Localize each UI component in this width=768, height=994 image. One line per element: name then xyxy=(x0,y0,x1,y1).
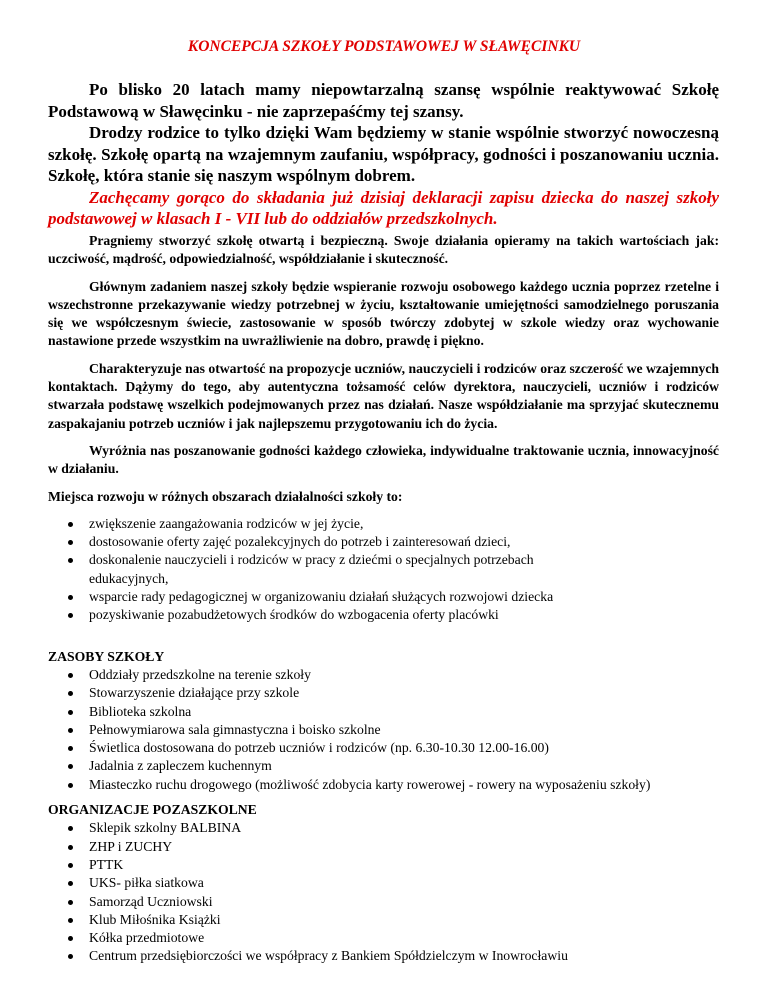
development-list xyxy=(48,515,719,625)
openness-paragraph: Charakteryzuje nas otwartość na propozycje uczniów, nauczycieli i rodziców oraz szczerość we wzajemnych kontaktach. Dążymy do tego, aby autentyczna tożsamość celów dyrektora, nauczycieli, uczniów i rodziców stwarzała podstawę wszelkich podejmowanych przez nas działań. Nasze współdziałanie ma sprzyjać skutecznemu zaspakajaniu potrzeb uczniów i jak najlepszemu przygotowaniu ich do życia. xyxy=(48,360,719,431)
list-item: Kółka przedmiotowe xyxy=(89,929,719,947)
document-title: KONCEPCJA SZKOŁY PODSTAWOWEJ W SŁAWĘCINKU xyxy=(187,38,581,55)
main-goal-paragraph: Głównym zadaniem naszej szkoły będzie wspieranie rozwoju osobowego każdego ucznia poprzez rzetelne i wszechstronne przekazywanie wiedzy potrzebnej w życiu, kształtowanie umiejętności samodzielnego poruszania się we współczesnym świecie, zastosowanie w sposób twórczy zdobytej w szkole wiedzy oraz wychowanie nastawione przede wszystkim na uwrażliwienie na dobro, prawdę i piękno. xyxy=(48,278,719,349)
list-item: Stowarzyszenie działające przy szkole xyxy=(89,684,719,702)
list-item: Miasteczko ruchu drogowego (możliwość zdobycia karty rowerowej - rowery na wyposażeniu szkoły) xyxy=(89,776,719,794)
list-item: ZHP i ZUCHY xyxy=(89,838,719,856)
list-item: Świetlica dostosowana do potrzeb uczniów i rodziców (np. 6.30-10.30 12.00-16.00) xyxy=(89,739,719,757)
resources-list xyxy=(48,666,719,794)
organizations-list xyxy=(48,819,719,965)
values-paragraph: Pragniemy stworzyć szkołę otwartą i bezpieczną. Swoje działania opieramy na takich wartościach jak: uczciwość, mądrość, odpowiedzialność, współdziałanie i skuteczność. xyxy=(48,233,719,267)
resources-heading: ZASOBY SZKOŁY xyxy=(48,648,165,664)
list-item: PTTK xyxy=(89,856,719,874)
list-item: Klub Miłośnika Książki xyxy=(89,911,719,929)
intro-paragraph-3-call-to-action: Zachęcamy gorąco do składania już dzisiaj deklaracji zapisu dziecka do naszej szkoły podstawowej w klasach I - VII lub do oddziałów przedszkolnych. xyxy=(48,187,719,228)
list-item: doskonalenie nauczycieli i rodziców w pracy z dziećmi o specjalnych potrzebach edukacyjnych, xyxy=(89,551,719,588)
list-item: pozyskiwanie pozabudżetowych środków do wzbogacenia oferty placówki xyxy=(89,606,719,624)
body-section xyxy=(48,232,719,966)
list-item: Biblioteka szkolna xyxy=(89,703,719,721)
list-item: Jadalnia z zapleczem kuchennym xyxy=(89,757,719,775)
intro-paragraph-1: Po blisko 20 latach mamy niepowtarzalną szansę wspólnie reaktywować Szkołę Podstawową w Sławęcinku - nie zaprzepaśćmy tej szansy. xyxy=(48,80,719,121)
organizations-heading: ORGANIZACJE POZASZKOLNE xyxy=(48,802,257,818)
intro-section xyxy=(48,79,719,230)
list-item: zwiększenie zaangażowania rodziców w jej życie, xyxy=(89,515,719,533)
list-item: Oddziały przedszkolne na terenie szkoły xyxy=(89,666,719,684)
list-item: Pełnowymiarowa sala gimnastyczna i boisko szkolne xyxy=(89,721,719,739)
list-item: dostosowanie oferty zajęć pozalekcyjnych do potrzeb i zainteresowań dzieci, xyxy=(89,533,719,551)
list-item: Samorząd Uczniowski xyxy=(89,893,719,911)
list-item: Sklepik szkolny BALBINA xyxy=(89,819,719,837)
respect-paragraph: Wyróżnia nas poszanowanie godności każdego człowieka, indywidualne traktowanie ucznia, innowacyjność w działaniu. xyxy=(48,442,719,477)
list-item: UKS- piłka siatkowa xyxy=(89,874,719,892)
development-heading: Miejsca rozwoju w różnych obszarach działalności szkoły to: xyxy=(48,488,403,504)
list-item: Centrum przedsiębiorczości we współpracy z Bankiem Spółdzielczym w Inowrocławiu xyxy=(89,947,719,965)
intro-paragraph-2: Drodzy rodzice to tylko dzięki Wam będziemy w stanie wspólnie stworzyć nowoczesną szkołę. Szkołę opartą na wzajemnym zaufaniu, współpracy, godności i poszanowaniu ucznia. Szkołę, która stanie się naszym wspólnym dobrem. xyxy=(48,123,719,185)
list-item: wsparcie rady pedagogicznej w organizowaniu działań służących rozwojowi dziecka xyxy=(89,588,719,606)
